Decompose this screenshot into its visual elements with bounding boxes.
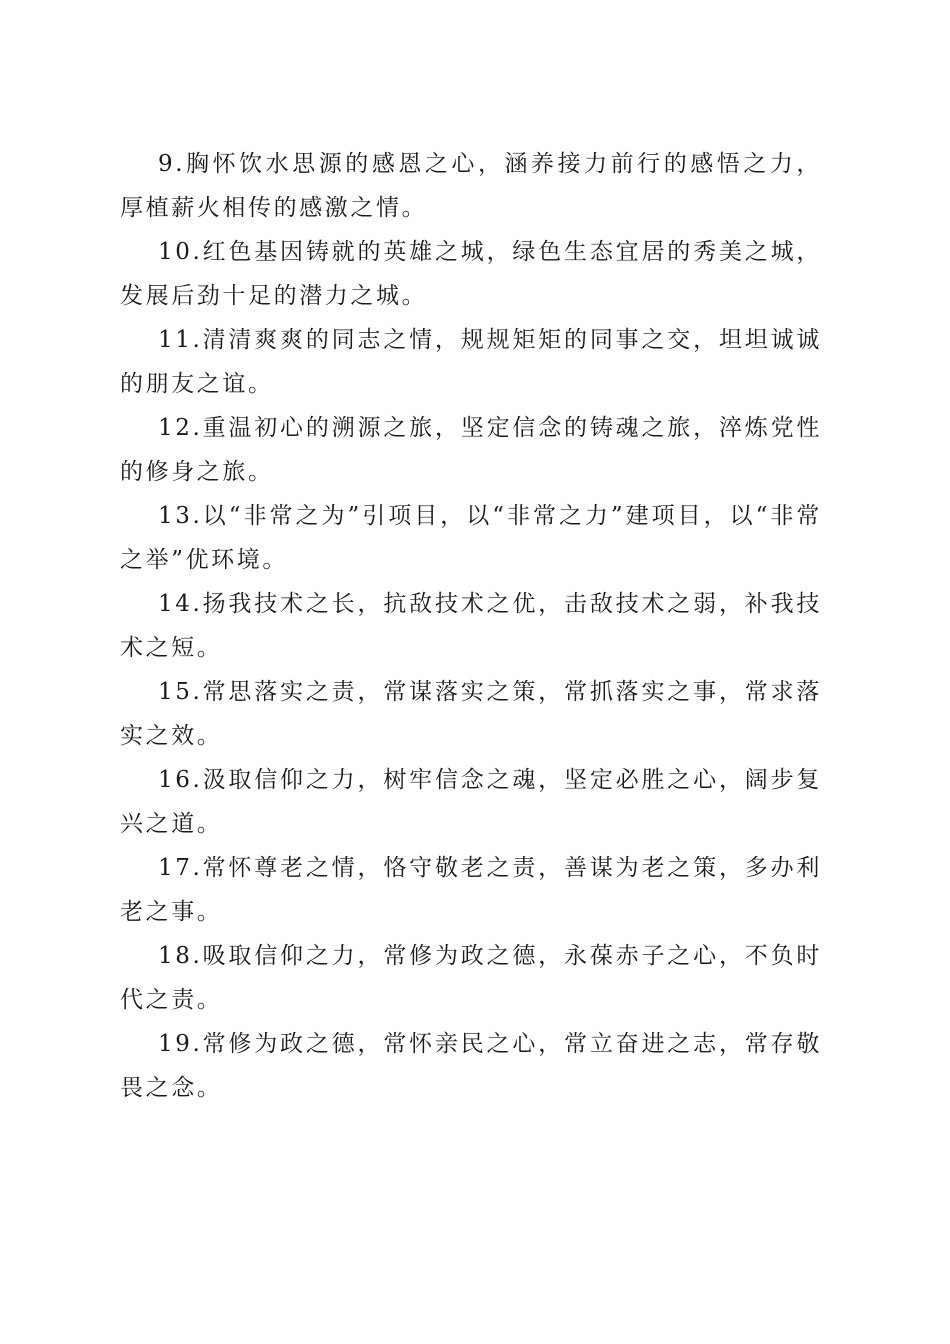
list-item: 13.以“非常之为”引项目，以“非常之力”建项目，以“非常之举”优环境。 [120, 503, 822, 573]
list-item: 9.胸怀饮水思源的感恩之心，涵养接力前行的感悟之力，厚植薪火相传的感激之情。 [120, 151, 822, 221]
list-item: 17.常怀尊老之情，恪守敬老之责，善谋为老之策，多办利老之事。 [120, 855, 822, 925]
list-item: 15.常思落实之责，常谋落实之策，常抓落实之事，常求落实之效。 [120, 679, 822, 749]
list-item: 10.红色基因铸就的英雄之城，绿色生态宜居的秀美之城，发展后劲十足的潜力之城。 [120, 239, 822, 309]
document-body [120, 142, 822, 1110]
list-item: 19.常修为政之德，常怀亲民之心，常立奋进之志，常存敬畏之念。 [120, 1031, 822, 1101]
list-item: 16.汲取信仰之力，树牢信念之魂，坚定必胜之心，阔步复兴之道。 [120, 767, 822, 837]
list-item: 12.重温初心的溯源之旅，坚定信念的铸魂之旅，淬炼党性的修身之旅。 [120, 415, 822, 485]
list-item: 14.扬我技术之长，抗敌技术之优，击敌技术之弱，补我技术之短。 [120, 591, 822, 661]
list-item: 11.清清爽爽的同志之情，规规矩矩的同事之交，坦坦诚诚的朋友之谊。 [120, 327, 822, 397]
list-item: 18.吸取信仰之力，常修为政之德，永葆赤子之心，不负时代之责。 [120, 943, 822, 1013]
